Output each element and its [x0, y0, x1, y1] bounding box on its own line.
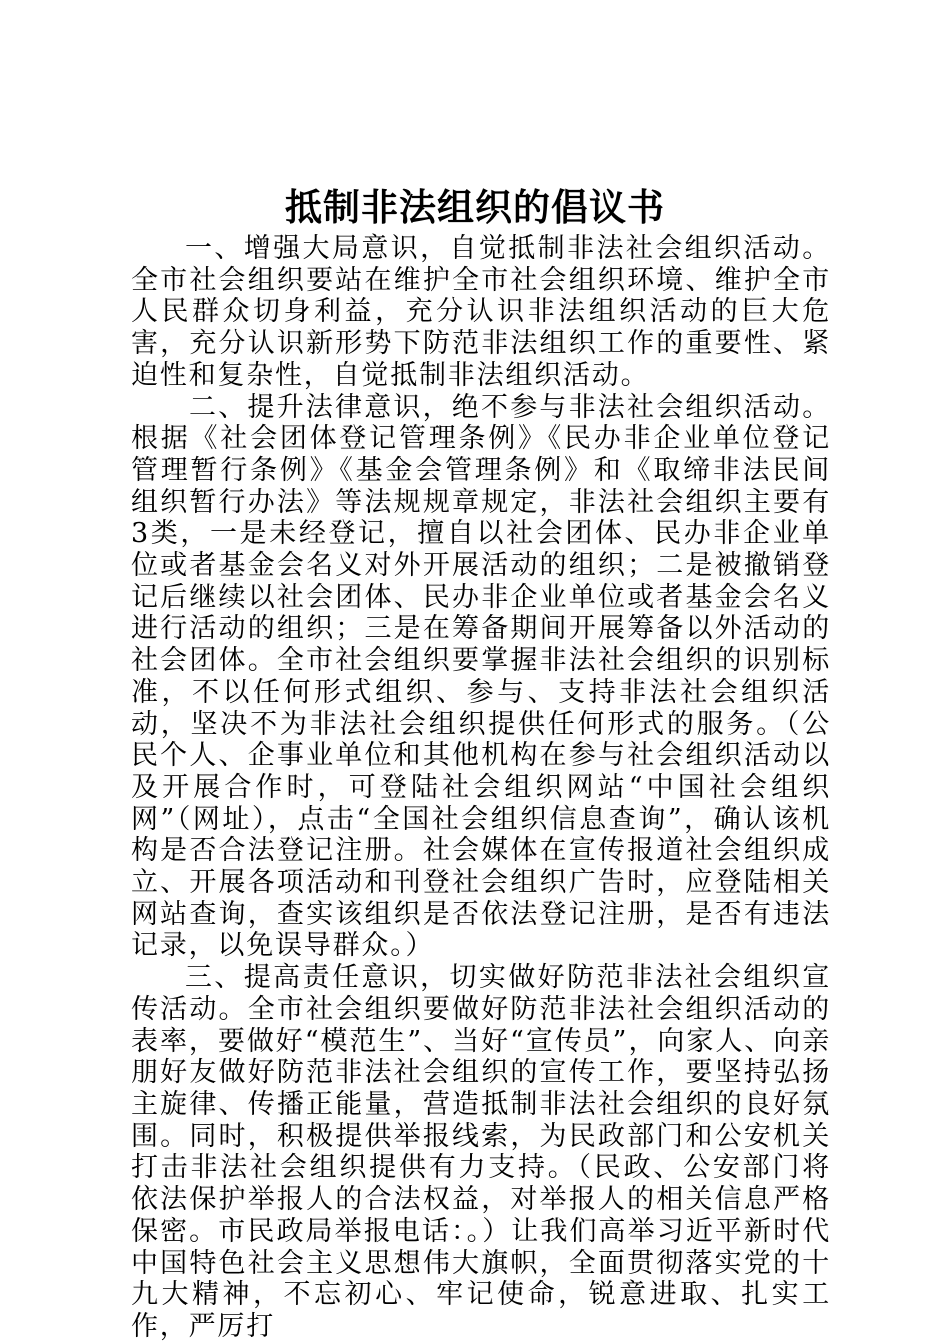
document-title: 抵制非法组织的倡议书 [285, 186, 665, 229]
paragraph-1: 一、增强大局意识，自觉抵制非法社会组织活动。全市社会组织要站在维护全市社会组织环境、维护全市人民群众切身利益，充分认识非法组织活动的巨大危害，充分认识新形势下防范非法组织工作的重要性、紧迫性和复杂性，自觉抵制非法组织活动。 [131, 233, 831, 391]
paragraph-3: 三、提高责任意识，切实做好防范非法社会组织宣传活动。全市社会组织要做好防范非法社会组织活动的表率，要做好“模范生”、当好“宣传员”，向家人、向亲朋好友做好防范非法社会组织的宣传工作，要坚持弘扬主旋律、传播正能量，营造抵制非法社会组织的良好氛围。同时，积极提供举报线索，为民政部门和公安机关打击非法社会组织提供有力支持。（民政、公安部门将依法保护举报人的合法权益，对举报人的相关信息严格保密。市民政局举报电话：。）让我们高举习近平新时代中国特色社会主义思想伟大旗帜，全面贯彻落实党的十九大精神，不忘初心、牢记使命，锐意进取、扎实工作，严厉打 [131, 962, 831, 1342]
document-body [131, 233, 831, 1343]
paragraph-2: 二、提升法律意识，绝不参与非法社会组织活动。根据《社会团体登记管理条例》《民办非企业单位登记管理暂行条例》《基金会管理条例》和《取缔非法民间组织暂行办法》等法规规章规定，非法社会组织主要有3类，一是未经登记，擅自以社会团体、民办非企业单位或者基金会名义对外开展活动的组织；二是被撤销登记后继续以社会团体、民办非企业单位或者基金会名义进行活动的组织；三是在筹备期间开展筹备以外活动的社会团体。全市社会组织要掌握非法社会组织的识别标准，不以任何形式组织、参与、支持非法社会组织活动，坚决不为非法社会组织提供任何形式的服务。（公民个人、企事业单位和其他机构在参与社会组织活动以及开展合作时，可登陆社会组织网站“中国社会组织网”（网址），点击“全国社会组织信息查询”，确认该机构是否合法登记注册。社会媒体在宣传报道社会组织成立、开展各项活动和刊登社会组织广告时，应登陆相关网站查询，查实该组织是否依法登记注册，是否有违法记录，以免误导群众。） [131, 391, 831, 962]
